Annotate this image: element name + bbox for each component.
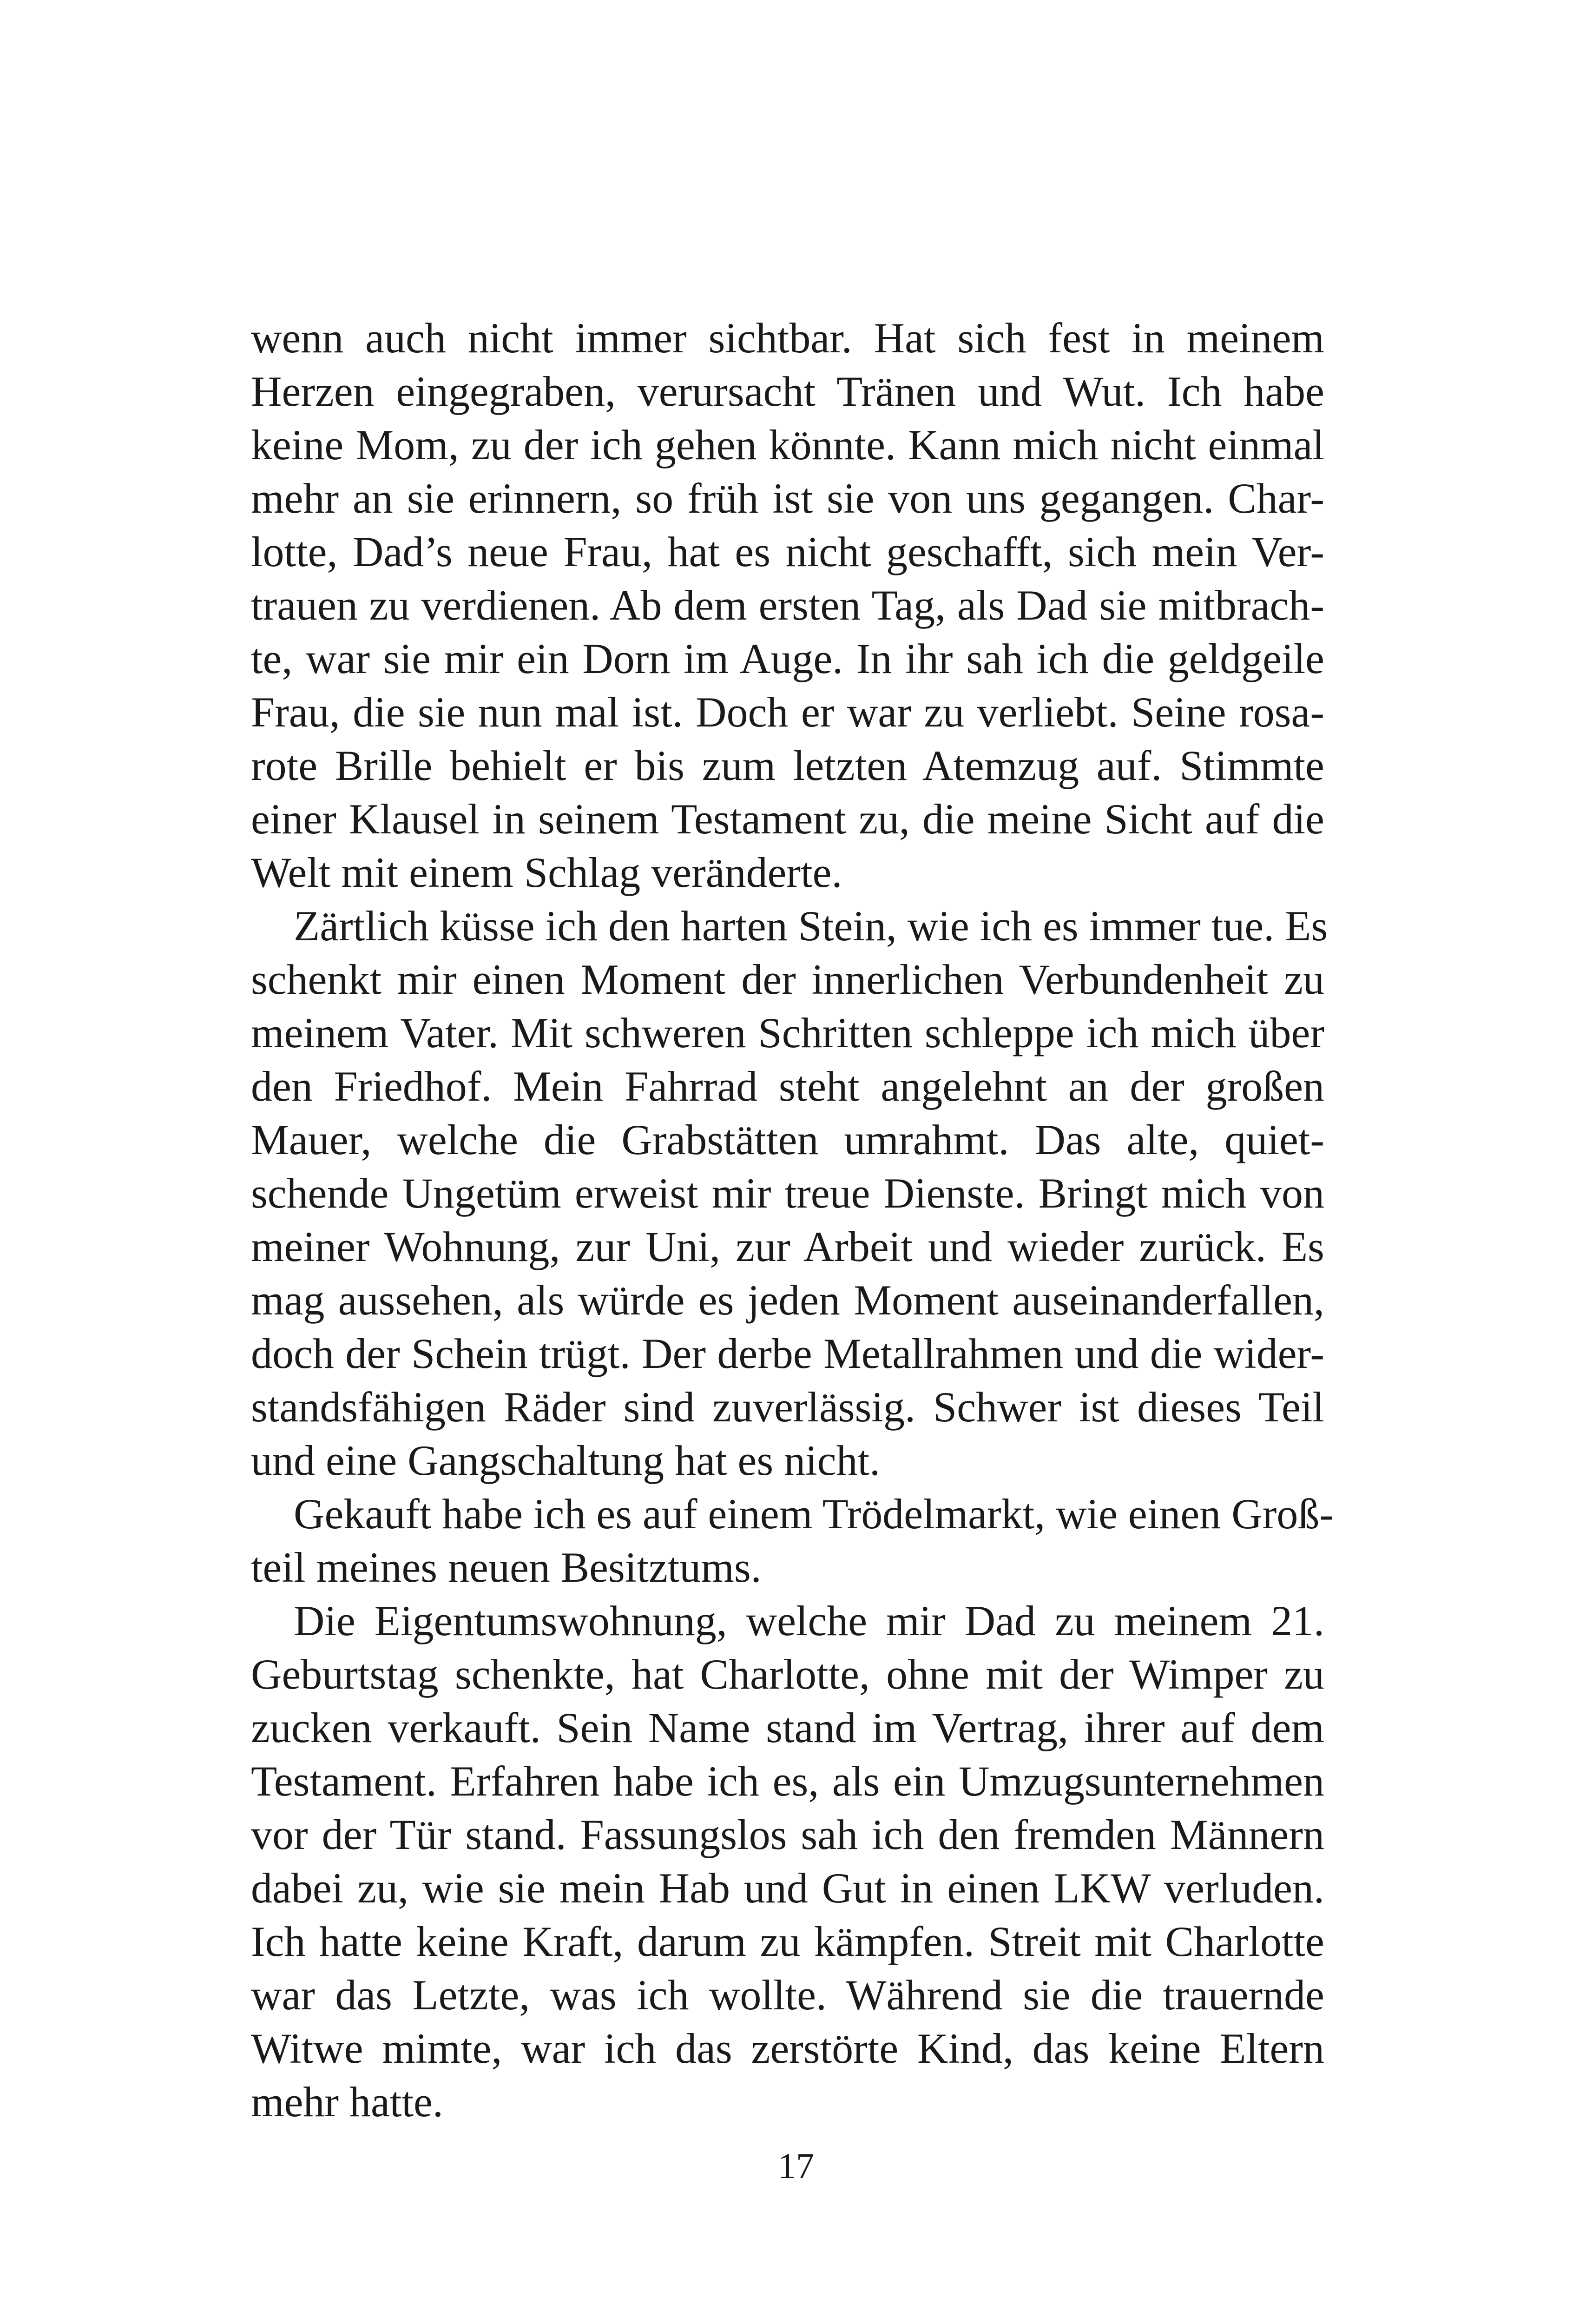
text-line: keine Mom, zu der ich gehen könnte. Kann mich nicht einmal — [251, 421, 1324, 469]
text-line: Welt mit einem Schlag veränderte. — [251, 849, 842, 896]
text-line: zucken verkauft. Sein Name stand im Vertrag, ihrer auf dem — [251, 1704, 1324, 1751]
text-line: mehr hatte. — [251, 2078, 443, 2126]
text-line: mehr an sie erinnern, so früh ist sie von uns gegangen. Char- — [251, 475, 1324, 522]
text-line: vor der Tür stand. Fassungslos sah ich den fremden Männern — [251, 1811, 1324, 1858]
text-line: teil meines neuen Besitztums. — [251, 1544, 762, 1591]
text-line: den Friedhof. Mein Fahrrad steht angelehnt an der großen — [251, 1063, 1324, 1110]
text-line: Witwe mimte, war ich das zerstörte Kind, das keine Eltern — [251, 2025, 1324, 2072]
text-line: Testament. Erfahren habe ich es, als ein Umzugsunternehmen — [251, 1757, 1324, 1805]
text-line: meiner Wohnung, zur Uni, zur Arbeit und wieder zurück. Es — [251, 1223, 1324, 1270]
text-line: Mauer, welche die Grabstätten umrahmt. Das alte, quiet- — [251, 1116, 1324, 1163]
text-line: Ich hatte keine Kraft, darum zu kämpfen. Streit mit Charlotte — [251, 1918, 1324, 1965]
text-line: einer Klausel in seinem Testament zu, die meine Sicht auf die — [251, 795, 1324, 843]
page-number: 17 — [778, 2146, 814, 2186]
text-line: lotte, Dad’s neue Frau, hat es nicht geschafft, sich mein Ver- — [251, 528, 1324, 575]
text-line: schende Ungetüm erweist mir treue Dienste. Bringt mich von — [251, 1169, 1324, 1217]
text-line: Frau, die sie nun mal ist. Doch er war zu verliebt. Seine rosa- — [251, 688, 1324, 736]
paragraph — [251, 1594, 1324, 2129]
text-line: rote Brille behielt er bis zum letzten Atemzug auf. Stimmte — [251, 742, 1324, 789]
text-line: mag aussehen, als würde es jeden Moment auseinanderfallen, — [251, 1276, 1324, 1324]
text-line: schenkt mir einen Moment der innerlichen Verbundenheit zu — [251, 956, 1324, 1003]
paragraph — [251, 1487, 1334, 1594]
text-line: dabei zu, wie sie mein Hab und Gut in einen LKW verluden. — [251, 1864, 1324, 1912]
text-line: Geburtstag schenkte, hat Charlotte, ohne mit der Wimper zu — [251, 1651, 1324, 1698]
text-line: te, war sie mir ein Dorn im Auge. In ihr sah ich die geldgeile — [251, 635, 1324, 682]
paragraph — [251, 899, 1328, 1487]
text-line: doch der Schein trügt. Der derbe Metallrahmen und die wider- — [251, 1330, 1324, 1377]
text-line: Zärtlich küsse ich den harten Stein, wie ich es immer tue. Es — [294, 902, 1328, 950]
text-line: war das Letzte, was ich wollte. Während sie die trauernde — [251, 1971, 1324, 2019]
text-line: trauen zu verdienen. Ab dem ersten Tag, als Dad sie mitbrach- — [251, 581, 1324, 629]
text-line: Die Eigentumswohnung, welche mir Dad zu meinem 21. — [294, 1597, 1324, 1644]
text-line: Gekauft habe ich es auf einem Trödelmarkt, wie einen Groß- — [294, 1490, 1334, 1538]
text-line: wenn auch nicht immer sichtbar. Hat sich fest in meinem — [251, 314, 1324, 362]
paragraph — [251, 311, 1324, 899]
body-text — [251, 311, 1334, 2129]
text-line: meinem Vater. Mit schweren Schritten schleppe ich mich über — [251, 1009, 1324, 1056]
text-line: Herzen eingegraben, verursacht Tränen und Wut. Ich habe — [251, 368, 1324, 415]
text-line: und eine Gangschaltung hat es nicht. — [251, 1437, 881, 1484]
text-line: standsfähigen Räder sind zuverlässig. Schwer ist dieses Teil — [251, 1383, 1324, 1431]
